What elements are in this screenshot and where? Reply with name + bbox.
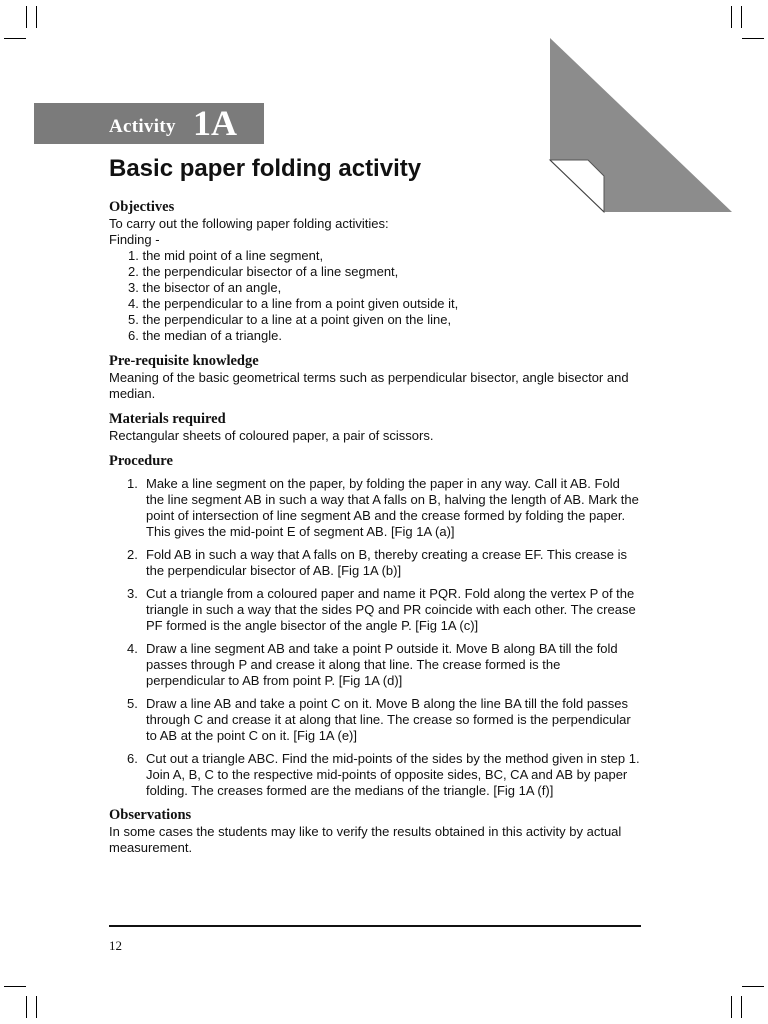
page-title: Basic paper folding activity <box>109 155 422 182</box>
materials-heading: Materials required <box>109 411 226 427</box>
step-text: Cut out a triangle ABC. Find the mid-points of the sides by the method given in step 1. Join A, B, C to the respective mid-points of opposite sides, BC, CA and AB by paper folding. The creases formed are the medians of the triangle. [Fig 1A (f)] <box>146 751 640 798</box>
step-text: Fold AB in such a way that A falls on B, thereby creating a crease EF. This crease is the perpendicular bisector of AB. [Fig 1A (b)] <box>146 547 628 578</box>
page-number: 12 <box>109 938 122 953</box>
activity-banner <box>34 103 264 144</box>
folded-paper-graphic <box>548 36 734 214</box>
objective-item: 2. the perpendicular bisector of a line segment, <box>128 264 399 279</box>
observations-section <box>109 806 641 856</box>
objective-item: 3. the bisector of an angle, <box>128 280 282 295</box>
procedure-step <box>109 641 641 689</box>
procedure-list <box>109 476 641 799</box>
objective-item: 4. the perpendicular to a line from a point given outside it, <box>128 296 459 311</box>
objective-item: 1. the mid point of a line segment, <box>128 248 324 263</box>
step-number: 5. <box>127 696 138 711</box>
objectives-lead: Finding - <box>109 232 160 247</box>
objectives-list <box>109 248 641 344</box>
objectives-heading: Objectives <box>109 199 175 215</box>
activity-number: 1A <box>193 103 237 143</box>
objective-item: 5. the perpendicular to a line at a point given on the line, <box>128 312 452 327</box>
step-text: Make a line segment on the paper, by folding the paper in any way. Call it AB. Fold the line segment AB in such a way that A falls on B, halving the length of AB. Mark the point of intersection of line segment AB and the crease formed by folding the paper. This gives the mid-point E of segment AB. [Fig 1A (a)] <box>146 476 639 539</box>
activity-label: Activity <box>109 116 176 137</box>
procedure-section <box>109 452 641 799</box>
procedure-step <box>109 547 641 579</box>
procedure-step <box>109 751 641 799</box>
procedure-step <box>109 696 641 744</box>
main-content <box>109 198 641 856</box>
materials-text: Rectangular sheets of coloured paper, a pair of scissors. <box>109 428 434 443</box>
observations-heading: Observations <box>109 807 192 823</box>
prerequisite-heading: Pre-requisite knowledge <box>109 353 259 369</box>
procedure-heading: Procedure <box>109 453 173 469</box>
objective-item: 6. the median of a triangle. <box>128 328 282 343</box>
procedure-step <box>109 586 641 634</box>
objectives-intro: To carry out the following paper folding activities: <box>109 216 389 231</box>
step-number: 3. <box>127 586 138 601</box>
step-number: 2. <box>127 547 138 562</box>
footer-rule <box>109 925 641 927</box>
step-number: 1. <box>127 476 138 491</box>
step-number: 6. <box>127 751 138 766</box>
objectives-section <box>109 198 641 344</box>
prerequisite-section <box>109 352 641 402</box>
step-text: Draw a line AB and take a point C on it. Move B along the line BA till the fold passes through C and crease it at along that line. The crease so formed is the perpendicular to AB at the point C on it. [Fig 1A (e)] <box>146 696 631 743</box>
procedure-step <box>109 476 641 540</box>
materials-section <box>109 410 641 444</box>
prerequisite-text: Meaning of the basic geometrical terms such as perpendicular bisector, angle bisector and median. <box>109 370 629 401</box>
step-number: 4. <box>127 641 138 656</box>
observations-text: In some cases the students may like to verify the results obtained in this activity by actual measurement. <box>109 824 622 855</box>
step-text: Cut a triangle from a coloured paper and name it PQR. Fold along the vertex P of the triangle in such a way that the sides PQ and PR coincide with each other. The crease PF formed is the angle bisector of the angle P. [Fig 1A (c)] <box>146 586 636 633</box>
step-text: Draw a line segment AB and take a point P outside it. Move B along BA till the fold passes through P and crease it along that line. The crease formed is the perpendicular to AB from point P. [Fig 1A (d)] <box>146 641 618 688</box>
